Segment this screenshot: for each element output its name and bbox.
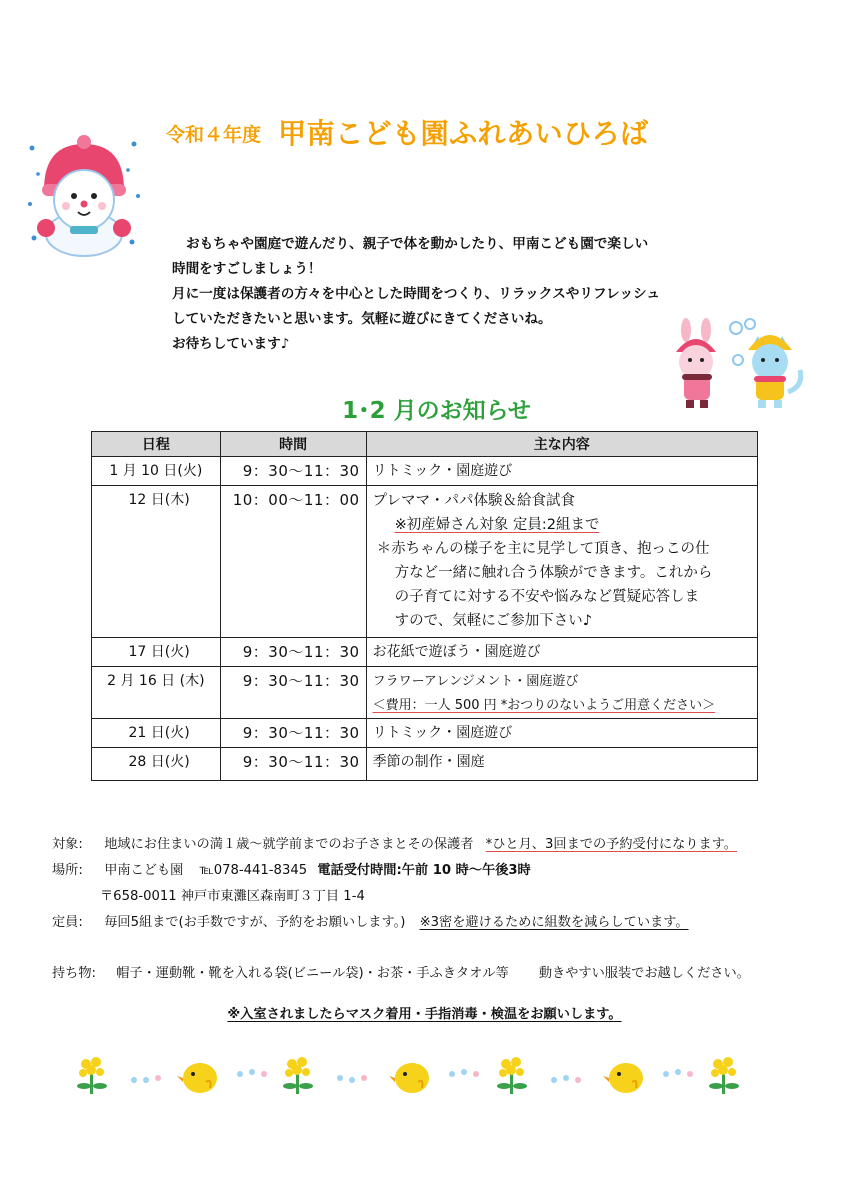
target-note: *ひと月、3回までの予約受付になります。: [485, 837, 737, 852]
phone-hours: 電話受付時間:午前 10 時～午後3時: [317, 863, 531, 878]
row-content-detail: すので、気軽にご参加下さい♪: [394, 613, 593, 629]
row-content: リトミック・園庭遊び: [366, 457, 757, 486]
row-content: お花紙で遊ぼう・園庭遊び: [366, 638, 757, 667]
snowman-icon: [24, 134, 144, 258]
capacity-note: ※3密を避けるために組数を減らしています。: [419, 915, 689, 930]
row-content: 季節の制作・園庭: [366, 748, 757, 781]
row-content-title: フラワーアレンジメント・園庭遊び: [372, 674, 579, 689]
table-row: [92, 719, 758, 748]
row-content-detail: の子育てに対する不安や悩みなど質疑応答しま: [394, 589, 700, 605]
row-time: 9：30～11：30: [220, 457, 366, 486]
row-content-note: ※初産婦さん対象 定員:2組まで: [394, 517, 600, 533]
table-row: [92, 667, 758, 719]
section-heading: 1･2 月のお知らせ: [342, 398, 531, 424]
clothing-note: 動きやすい服装でお越しください。: [538, 966, 750, 981]
place-name: 甲南こども園: [104, 863, 184, 878]
fiscal-year-label: 令和４年度: [166, 124, 262, 146]
chick-icon: [177, 1063, 217, 1093]
capacity-label: 定員:: [52, 915, 83, 930]
chick-icon: [389, 1063, 429, 1093]
intro-line: おもちゃや園庭で遊んだり、親子で体を動かしたり、甲南こども園で楽しい: [186, 236, 649, 252]
intro-text: [172, 232, 732, 357]
row-date: 1 月 10 日(火): [92, 457, 221, 486]
items-text: 帽子・運動靴・靴を入れる袋(ビニール袋)・お茶・手ふきタオル等: [116, 966, 509, 981]
footer-decoration: [72, 1050, 772, 1098]
table-row: [92, 457, 758, 486]
table-row: [92, 486, 758, 638]
row-date: 17 日(火): [92, 638, 221, 667]
intro-line: お待ちしています♪: [172, 336, 290, 352]
row-time: 9：30～11：30: [220, 748, 366, 781]
rapeseed-flower-icon: [709, 1057, 739, 1094]
notice: [0, 1003, 849, 1022]
row-content-detail: ＊赤ちゃんの様子を主に見学して頂き、抱っこの仕: [376, 541, 710, 557]
intro-line: 時間をすごしましょう！: [172, 261, 322, 277]
row-content-note: ＜費用：一人 500 円 *おつりのないようご用意ください＞: [372, 698, 716, 713]
row-content-title: プレママ・パパ体験＆給食試食: [372, 493, 575, 509]
table-row: [92, 638, 758, 667]
table-row: [92, 748, 758, 781]
column-header-content: 主な内容: [366, 432, 757, 457]
row-date: 21 日(火): [92, 719, 221, 748]
row-date: 28 日(火): [92, 748, 221, 781]
column-header-time: 時間: [220, 432, 366, 457]
chick-icon: [603, 1063, 643, 1093]
row-content-detail: 方など一緒に触れ合う体験ができます。これから: [394, 565, 713, 581]
intro-line: 月に一度は保護者の方々を中心とした時間をつくり、リラックスやリフレッシュ: [172, 286, 661, 302]
rapeseed-flower-icon: [497, 1057, 527, 1094]
column-header-date: 日程: [92, 432, 221, 457]
row-time: 10：00～11：00: [220, 486, 366, 638]
capacity-line: [52, 911, 689, 930]
row-date: 2 月 16 日 (木): [92, 667, 221, 719]
table-header-row: [92, 432, 758, 457]
rapeseed-flower-icon: [283, 1057, 313, 1094]
capacity-text: 毎回5組まで(お手数ですが、予約をお願いします。): [104, 915, 406, 930]
row-time: 9：30～11：30: [220, 638, 366, 667]
phone-number: ℡078-441-8345: [199, 863, 308, 878]
items-line: [52, 962, 750, 981]
schedule-table: [91, 431, 758, 781]
notice-text: ※入室されましたらマスク着用・手指消毒・検温をお願いします。: [227, 1007, 622, 1022]
event-title: 甲南こども園ふれあいひろば: [278, 117, 649, 150]
row-content: [366, 667, 757, 719]
place-line: [52, 859, 531, 878]
target-text: 地域にお住まいの満１歳～就学前までのお子さまとその保護者: [104, 837, 474, 852]
row-time: 9：30～11：30: [220, 667, 366, 719]
row-time: 9：30～11：30: [220, 719, 366, 748]
items-label: 持ち物:: [52, 966, 97, 981]
intro-line: していただきたいと思います。気軽に遊びにきてくださいね。: [172, 311, 552, 327]
row-content: リトミック・園庭遊び: [366, 719, 757, 748]
row-content: [366, 486, 757, 638]
row-date: 12 日(木): [92, 486, 221, 638]
place-label: 場所:: [52, 863, 83, 878]
address: 〒658-0011 神戸市東灘区森南町３丁目 1-4: [100, 889, 365, 904]
target-label: 対象:: [52, 837, 83, 852]
page-title: [166, 112, 649, 152]
target-line: [52, 833, 737, 852]
rapeseed-flower-icon: [77, 1057, 107, 1094]
